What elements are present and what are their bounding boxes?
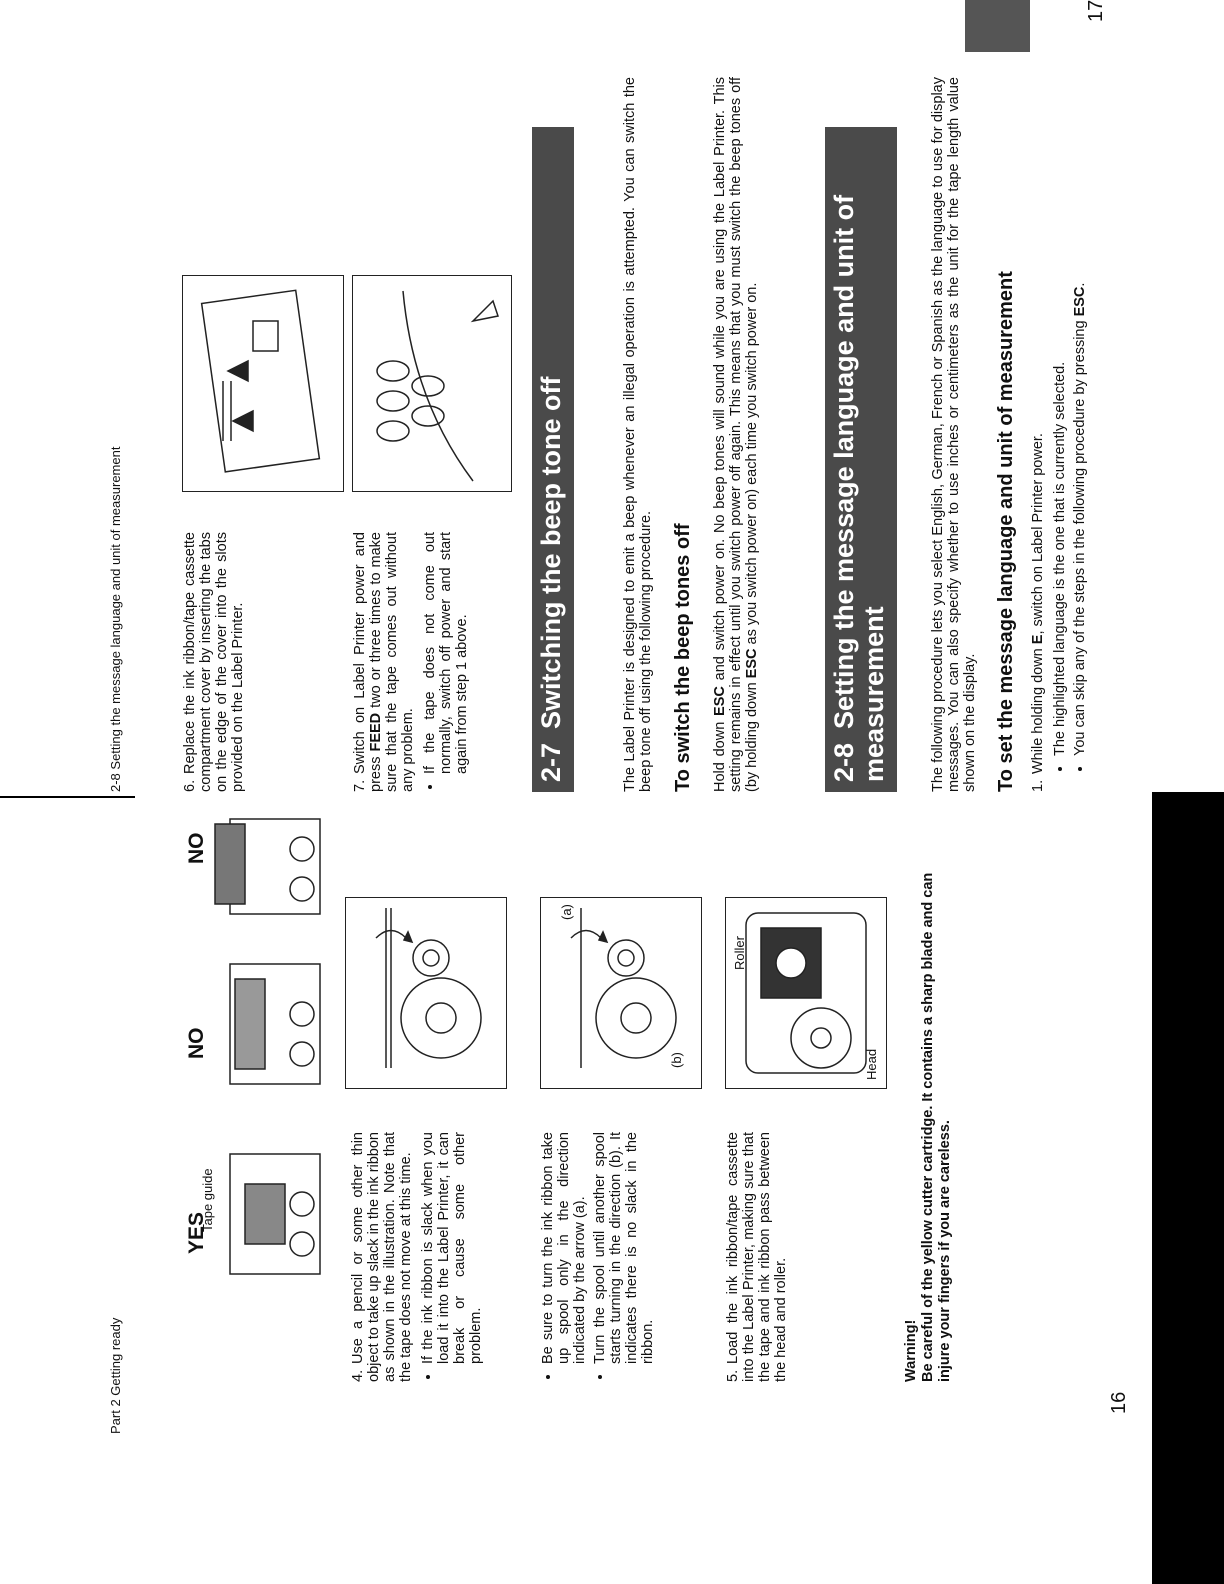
feed-keys-illustration bbox=[352, 275, 512, 492]
head-roller-illustration bbox=[725, 897, 887, 1089]
yes-label: YES bbox=[185, 1211, 208, 1254]
esc-key-2: ESC bbox=[744, 648, 760, 679]
no-label-1: NO bbox=[185, 1027, 208, 1059]
running-header-left: Part 2 Getting ready bbox=[108, 1317, 123, 1434]
roller-label: Roller bbox=[732, 936, 747, 970]
section-2-8-banner bbox=[825, 127, 897, 792]
e-key: E bbox=[1030, 634, 1046, 645]
page-divider bbox=[0, 796, 135, 798]
language-subhead: To set the message language and unit of measurement bbox=[995, 271, 1017, 792]
step-6-text: Replace the ink ribbon/tape cassette compartment cover by inserting the tabs on the edge of the cover into the slots provided on the Label Printer. bbox=[182, 532, 246, 792]
spool-bullet-1: • Be sure to turn the ink ribbon take up spool only in the direction indicated by the arrow (a). bbox=[540, 1132, 588, 1364]
language-bullet-2-post: . bbox=[1072, 282, 1088, 287]
spool-illustration-2 bbox=[540, 897, 702, 1089]
step-4-bullet: • If the ink ribbon is slack when you load it into the Label Printer, it can break or cause some other problem. bbox=[420, 1132, 484, 1364]
section-2-7-title: Switching the beep tone off bbox=[536, 376, 566, 729]
beep-body bbox=[712, 77, 760, 792]
beep-body-1: Hold down bbox=[712, 715, 728, 792]
beep-body-2: and switch power on. No beep tones will sound while you are using the Label Printer. This setting remains in effect until you switch power off again. This means that you must switch the beep tones off (by holding down bbox=[712, 76, 760, 792]
section-2-7-number: 2-7 bbox=[536, 742, 566, 782]
step-7 bbox=[352, 532, 474, 792]
step-6-number: 6. bbox=[182, 779, 198, 792]
tape-guide-illustration bbox=[210, 814, 340, 1284]
language-bullet-1: • The highlighted language is the one that is currently selected. bbox=[1052, 77, 1068, 756]
step-5 bbox=[725, 1132, 789, 1382]
chapter-tab-marker bbox=[965, 0, 1030, 52]
head-label: Head bbox=[864, 1048, 879, 1080]
esc-key-3: ESC bbox=[1072, 286, 1088, 317]
section-2-7-intro: The Label Printer is designed to emit a beep whenever an illegal operation is attempted. You can switch the beep tone off using the following procedure. bbox=[622, 77, 654, 792]
spool-bullets bbox=[540, 1132, 660, 1382]
section-2-8-intro: The following procedure lets you select English, German, French or Spanish as the language to use for display messages. You can also specify whether to use inches or centimeters as the unit for the tape length value shown on the display. bbox=[930, 77, 978, 792]
spool-bullet-2: • Turn the spool until another spool starts turning in the direction (b). It indicates there is no slack in the ribbon. bbox=[592, 1132, 656, 1364]
step-6 bbox=[182, 532, 246, 792]
step-4-text: Use a pencil or some other thin object to take up slack in the ink ribbon as shown in the illustration. Note that the tape does not move at this time. bbox=[350, 1132, 414, 1382]
section-2-8-number: 2-8 bbox=[829, 742, 859, 782]
spool-illustration-1 bbox=[345, 897, 507, 1089]
language-bullet-2 bbox=[1072, 77, 1088, 756]
page-bottom-bar bbox=[1152, 792, 1224, 1584]
step-4 bbox=[350, 1132, 488, 1382]
language-step-1-post: , switch on Label Printer power. bbox=[1030, 433, 1046, 635]
step-5-number: 5. bbox=[725, 1369, 741, 1382]
section-2-8-title: Setting the message language and unit of measurement bbox=[829, 194, 889, 782]
warning-title: Warning! bbox=[903, 1319, 919, 1382]
step-7-bullet: • If the tape does not come out normally, switch off power and start again from step 1 above. bbox=[422, 532, 470, 774]
step-4-number: 4. bbox=[350, 1369, 366, 1382]
step-5-text: Load the ink ribbon/tape cassette into the Label Printer, making sure that the tape and ink ribbon pass between the head and roller. bbox=[725, 1132, 789, 1382]
direction-b-label: (b) bbox=[669, 1052, 684, 1068]
left-page bbox=[0, 792, 1224, 1584]
step-7-text-pre: Switch on Label Printer power and press bbox=[352, 532, 384, 792]
esc-key-1: ESC bbox=[712, 686, 728, 716]
language-step-1-number: 1. bbox=[1030, 779, 1046, 792]
section-2-7-banner bbox=[532, 127, 574, 792]
beep-subhead: To switch the beep tones off bbox=[672, 523, 694, 792]
language-bullet-2-pre: You can skip any of the steps in the following procedure by pressing bbox=[1072, 316, 1088, 756]
feed-key: FEED bbox=[368, 712, 384, 752]
page-number-left: 16 bbox=[1108, 1391, 1130, 1414]
step-7-number: 7. bbox=[352, 779, 368, 792]
running-header-right: 2-8 Setting the message language and unit of measurement bbox=[108, 446, 123, 792]
no-label-2: NO bbox=[185, 832, 208, 864]
arrow-a-label: (a) bbox=[559, 904, 574, 920]
language-step-1-pre: While holding down bbox=[1030, 644, 1046, 774]
cover-replace-illustration bbox=[182, 275, 344, 492]
step-7-text-post: two or three times to make sure that the tape comes out without any problem. bbox=[368, 532, 416, 792]
page-number-right: 17 bbox=[1085, 0, 1107, 22]
tape-guide-label: Tape guide bbox=[200, 1168, 215, 1232]
beep-body-3: as you switch power on) each time you switch power on. bbox=[744, 282, 760, 649]
warning-box bbox=[903, 847, 954, 1382]
warning-text: Be careful of the yellow cutter cartridge. It contains a sharp blade and can injure your fingers if you are careless. bbox=[920, 872, 953, 1382]
language-step-1 bbox=[1030, 77, 1092, 792]
